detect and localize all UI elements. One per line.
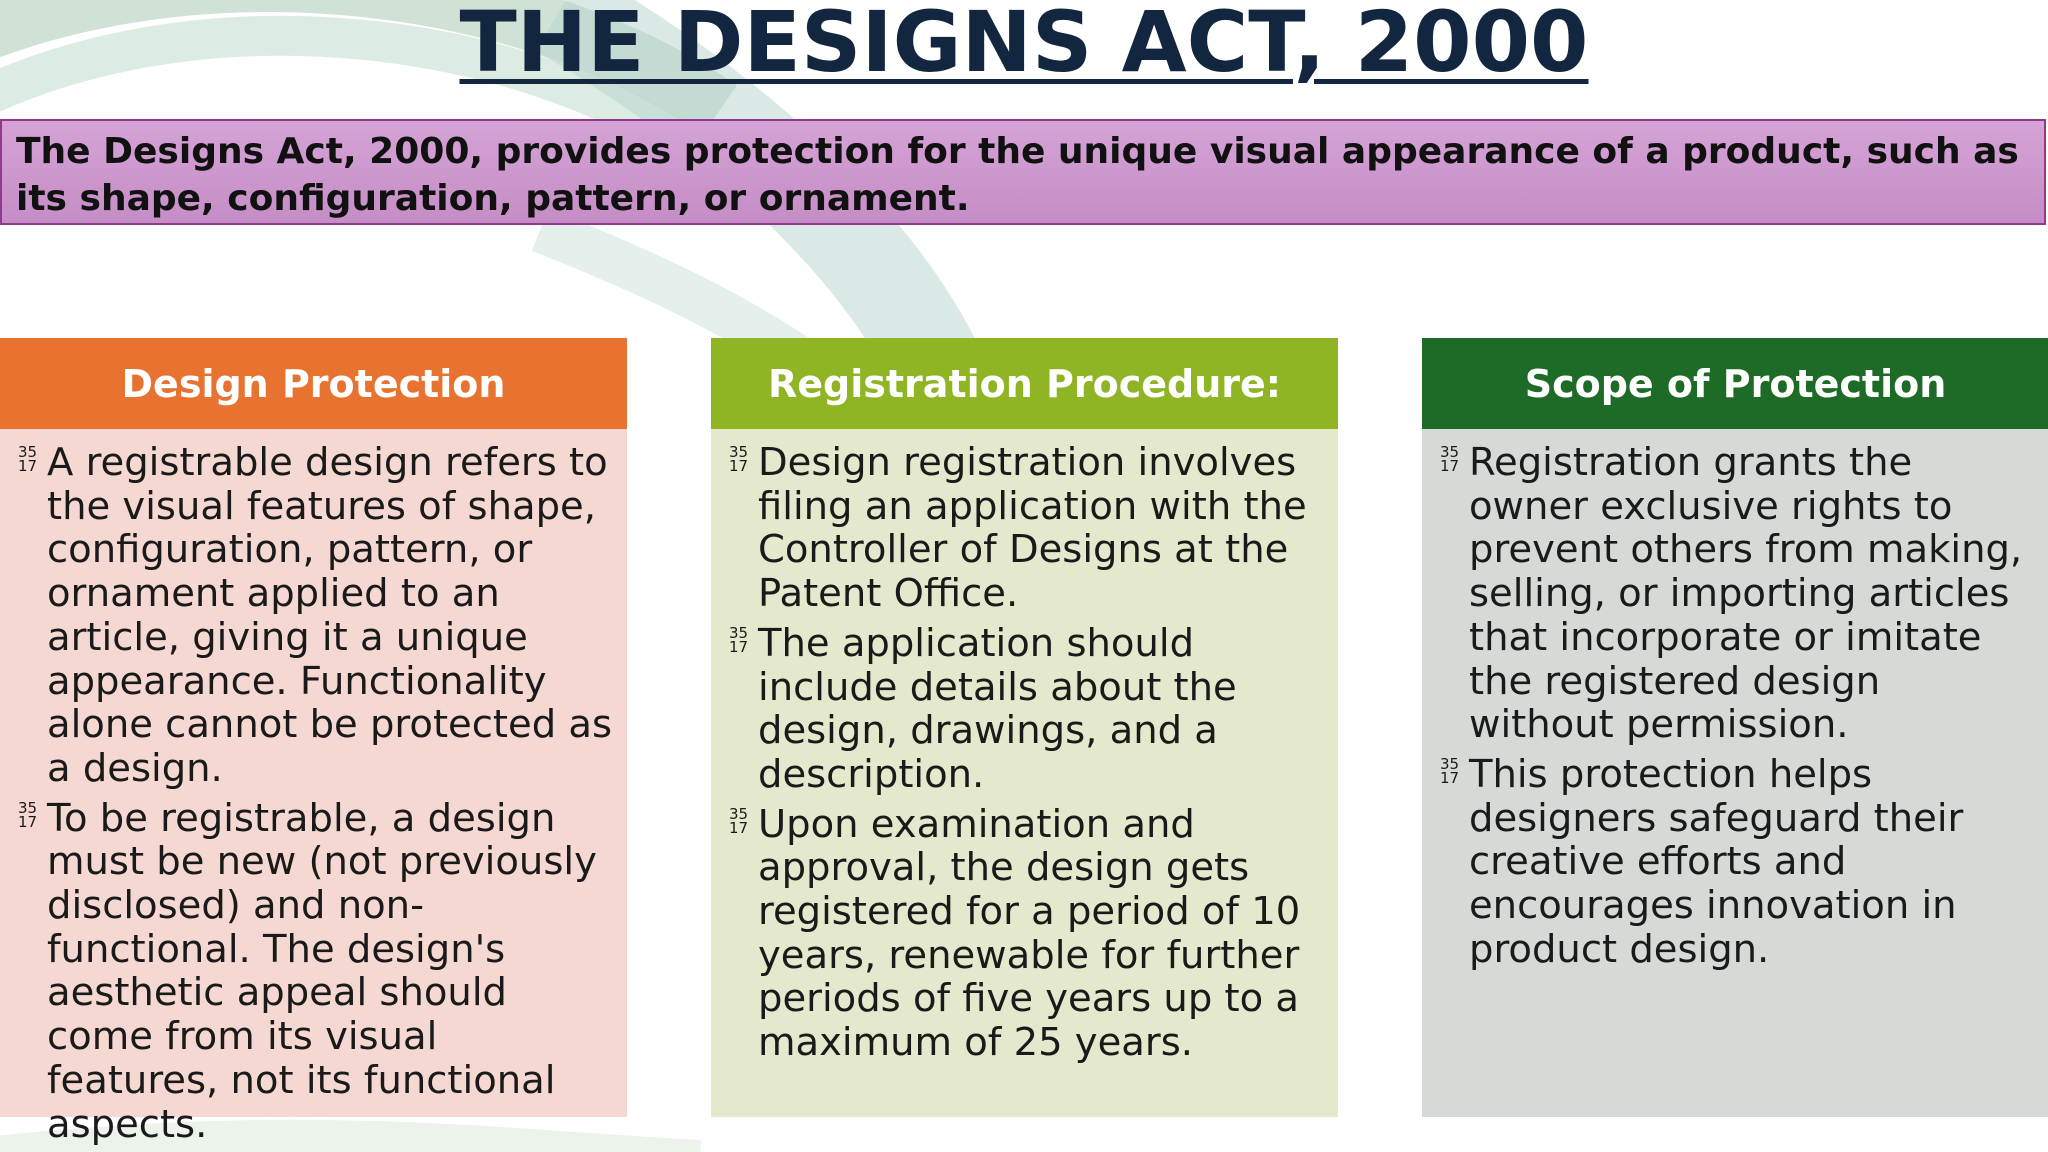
bullet-list xyxy=(1440,441,2037,971)
card-body xyxy=(711,429,1338,1117)
bullet-marker-top: 35 xyxy=(729,804,749,823)
bullet-marker xyxy=(729,804,749,837)
bullet-text: Registration grants the owner exclusive rights to prevent others from making, selling, or importing articles that incorporate or imitate the registered design without permission. xyxy=(1469,440,2023,748)
bullet-marker xyxy=(1440,445,1459,473)
bullet-marker-bottom: 17 xyxy=(18,812,38,831)
bullet-marker-bottom: 17 xyxy=(18,457,38,475)
bullet-marker xyxy=(18,798,38,831)
bullet-text: Upon examination and approval, the design gets registered for a period of 10 years, renewable for further periods of five years up to a maximum of 25 years. xyxy=(758,801,1301,1066)
bullet-text: The application should include details about the design, drawings, and a description. xyxy=(758,620,1237,797)
bullet-marker xyxy=(729,623,749,656)
card-heading: Scope of Protection xyxy=(1422,338,2048,429)
list-item xyxy=(729,803,1326,1065)
bullet-list xyxy=(729,441,1326,1065)
bullet-marker-bottom: 17 xyxy=(1440,768,1460,787)
bullet-marker xyxy=(729,445,748,473)
bullet-marker-top: 35 xyxy=(18,798,38,817)
bullet-marker-top: 35 xyxy=(729,443,749,461)
list-item xyxy=(1440,441,2037,747)
bullet-marker xyxy=(18,445,37,473)
list-item xyxy=(18,441,615,791)
card-heading: Design Protection xyxy=(0,338,627,429)
list-item xyxy=(729,441,1326,616)
list-item xyxy=(18,797,615,1147)
bullet-marker-bottom: 17 xyxy=(729,818,749,837)
bullet-marker-bottom: 17 xyxy=(1440,457,1460,475)
bullet-marker-top: 35 xyxy=(729,623,749,642)
bullet-marker-top: 35 xyxy=(1440,443,1460,461)
bullet-list xyxy=(18,441,615,1146)
bullet-marker-top: 35 xyxy=(1440,754,1460,773)
bullet-text: A registrable design refers to the visual features of shape, configuration, pattern, or ornament applied to an article, giving it a unique appearance. Functionality alone cannot be protected as a design. xyxy=(47,440,613,791)
card-design-protection xyxy=(0,338,627,1147)
bullet-marker-top: 35 xyxy=(18,443,38,461)
list-item xyxy=(1440,753,2037,972)
card-heading: Registration Procedure: xyxy=(711,338,1338,429)
bullet-marker xyxy=(1440,754,1460,787)
bullet-marker-bottom: 17 xyxy=(729,637,749,656)
card-body xyxy=(1422,429,2048,1117)
bullet-text: Design registration involves filing an application with the Controller of Designs at the Patent Office. xyxy=(758,440,1307,617)
card-registration-procedure xyxy=(711,338,1338,1117)
card-scope-of-protection xyxy=(1422,338,2048,1117)
bullet-text: This protection helps designers safeguard their creative efforts and encourages innovation in product design. xyxy=(1469,751,1964,972)
list-item xyxy=(729,622,1326,797)
slide-title: THE DESIGNS ACT, 2000 xyxy=(459,0,1589,91)
intro-banner: The Designs Act, 2000, provides protection for the unique visual appearance of a product, such as its shape, configuration, pattern, or ornament. xyxy=(0,119,2046,225)
card-body xyxy=(0,429,627,1147)
bullet-marker-bottom: 17 xyxy=(729,457,749,475)
bullet-text: To be registrable, a design must be new (not previously disclosed) and non-functional. The design's aesthetic appeal should come from its visual features, not its functional aspects. xyxy=(47,795,597,1147)
